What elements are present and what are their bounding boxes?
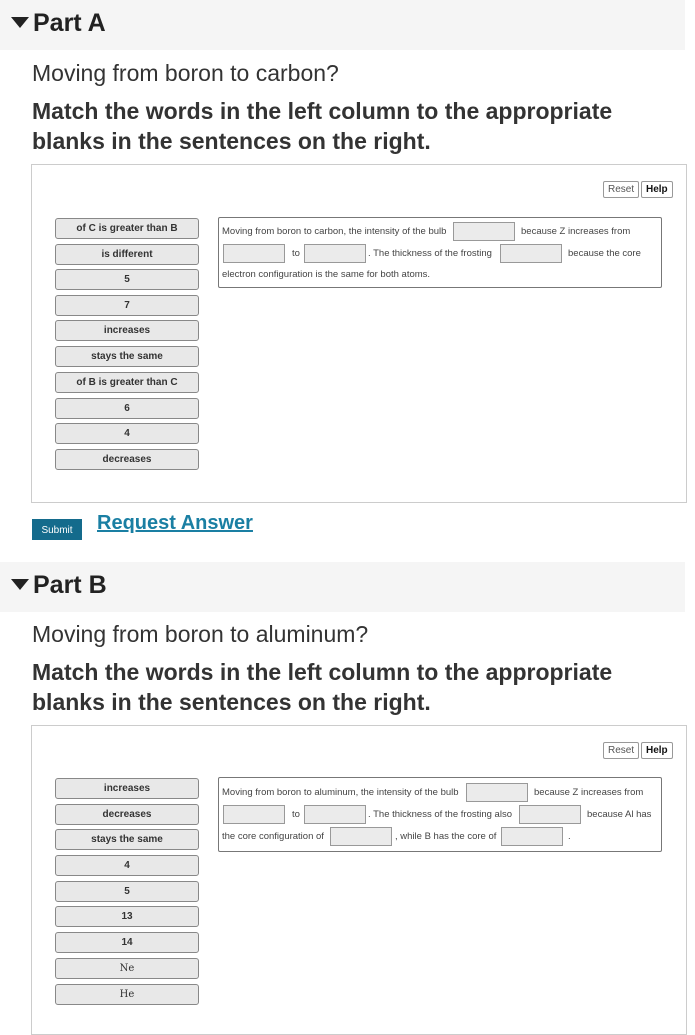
- answer-blank[interactable]: [304, 805, 366, 824]
- caret-down-icon[interactable]: [11, 579, 29, 590]
- draggable-word[interactable]: 5: [55, 881, 199, 902]
- sentence-text: because Al has: [587, 809, 652, 820]
- sentence-text: because Z increases from: [534, 787, 644, 798]
- draggable-word[interactable]: of C is greater than B: [55, 218, 199, 239]
- help-button[interactable]: Help: [641, 181, 673, 198]
- part-a-instruction: Match the words in the left column to the appropriate blanks in the sentences on the right.: [32, 98, 613, 154]
- draggable-word[interactable]: 4: [55, 855, 199, 876]
- answer-blank[interactable]: [330, 827, 392, 846]
- reset-button[interactable]: Reset: [603, 181, 639, 198]
- sentence-text: Moving from boron to carbon, the intensity of the bulb: [222, 226, 447, 237]
- sentence-text: because Z increases from: [521, 226, 631, 237]
- answer-blank[interactable]: [519, 805, 581, 824]
- part-b-title: Part B: [33, 571, 107, 599]
- answer-blank[interactable]: [500, 244, 562, 263]
- sentence-text: .: [568, 831, 571, 842]
- answer-blank[interactable]: [223, 805, 285, 824]
- request-answer-link[interactable]: Request Answer: [97, 512, 253, 534]
- part-a-title: Part A: [33, 9, 106, 37]
- draggable-word[interactable]: increases: [55, 320, 199, 341]
- draggable-word[interactable]: 6: [55, 398, 199, 419]
- draggable-word[interactable]: is different: [55, 244, 199, 265]
- part-b-header[interactable]: [0, 562, 685, 612]
- sentence-text: to: [292, 809, 300, 820]
- sentence-box: [218, 777, 662, 852]
- answer-blank[interactable]: [466, 783, 528, 802]
- caret-down-icon[interactable]: [11, 17, 29, 28]
- sentence-text: . The thickness of the frosting also: [368, 809, 512, 820]
- draggable-word[interactable]: stays the same: [55, 829, 199, 850]
- draggable-word[interactable]: stays the same: [55, 346, 199, 367]
- part-a-header[interactable]: [0, 0, 685, 50]
- draggable-word[interactable]: decreases: [55, 449, 199, 470]
- answer-blank[interactable]: [453, 222, 515, 241]
- sentence-text: to: [292, 248, 300, 259]
- answer-blank[interactable]: [501, 827, 563, 846]
- help-button[interactable]: Help: [641, 742, 673, 759]
- draggable-word[interactable]: 4: [55, 423, 199, 444]
- draggable-word[interactable]: 5: [55, 269, 199, 290]
- sentence-text: the core configuration of: [222, 831, 324, 842]
- part-b-question: Moving from boron to aluminum?: [32, 621, 369, 647]
- answer-blank[interactable]: [304, 244, 366, 263]
- draggable-word[interactable]: increases: [55, 778, 199, 799]
- part-b-panel: [31, 725, 687, 1035]
- answer-blank[interactable]: [223, 244, 285, 263]
- part-a-panel: [31, 164, 687, 503]
- sentence-text: , while B has the core of: [395, 831, 497, 842]
- draggable-word[interactable]: 13: [55, 906, 199, 927]
- draggable-word[interactable]: 14: [55, 932, 199, 953]
- sentence-text: . The thickness of the frosting: [368, 248, 492, 259]
- sentence-text: electron configuration is the same for both atoms.: [222, 269, 431, 280]
- draggable-word[interactable]: decreases: [55, 804, 199, 825]
- sentence-text: because the core: [568, 248, 641, 259]
- submit-button[interactable]: Submit: [32, 519, 82, 540]
- reset-button[interactable]: Reset: [603, 742, 639, 759]
- sentence-text: Moving from boron to aluminum, the intensity of the bulb: [222, 787, 459, 798]
- draggable-word[interactable]: 7: [55, 295, 199, 316]
- draggable-word[interactable]: He: [55, 984, 199, 1005]
- draggable-word[interactable]: of B is greater than C: [55, 372, 199, 393]
- part-b-instruction: Match the words in the left column to the appropriate blanks in the sentences on the right.: [32, 659, 613, 715]
- part-a-question: Moving from boron to carbon?: [32, 60, 339, 86]
- sentence-box: [218, 217, 662, 288]
- draggable-word[interactable]: Ne: [55, 958, 199, 979]
